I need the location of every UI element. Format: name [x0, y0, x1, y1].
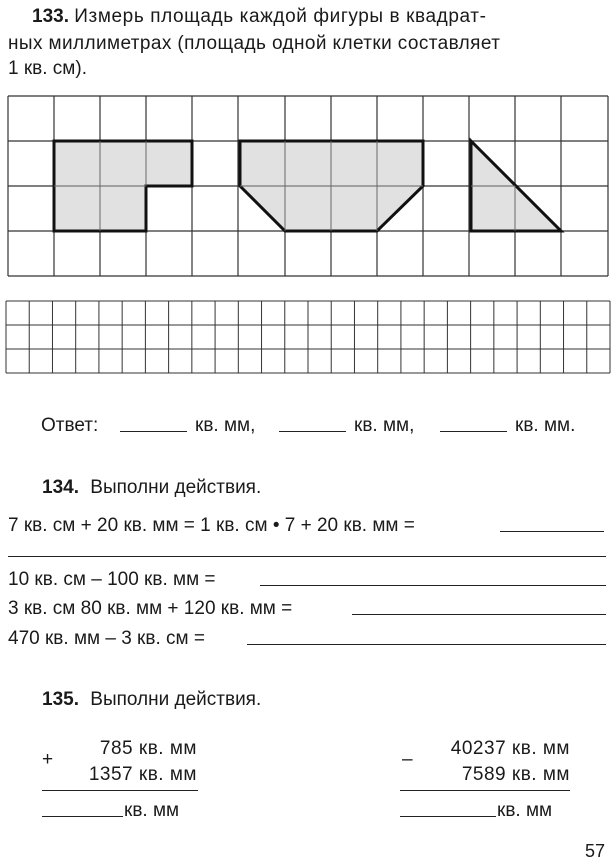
right-result-unit: кв. мм [497, 800, 553, 821]
measurement-grid [0, 92, 616, 282]
answer-blank-134-3[interactable] [352, 614, 606, 615]
task-title: Выполни действия. [90, 477, 262, 498]
left-sum-bar [42, 790, 198, 791]
task-134-line2: 10 кв. см – 100 кв. мм = [8, 569, 216, 590]
task-text: Измерь площадь каждой фигуры в квадрат- [74, 6, 487, 27]
left-result-unit: кв. мм [124, 800, 180, 821]
left-result-blank[interactable] [42, 816, 123, 817]
task-134-line3: 3 кв. см 80 кв. мм + 120 кв. мм = [8, 598, 293, 619]
left-bottom-operand: 1357 кв. мм [88, 764, 197, 785]
task-135-heading [42, 689, 261, 711]
answer-blank-134-4[interactable] [247, 644, 606, 645]
right-bottom-operand: 7589 кв. мм [461, 764, 570, 785]
task-number: 134. [42, 477, 79, 498]
answer-blank-3[interactable] [440, 431, 507, 432]
right-result-blank[interactable] [400, 816, 496, 817]
task-133-line1 [32, 6, 487, 28]
task-number: 133. [32, 6, 69, 27]
task-134-line4: 470 кв. мм – 3 кв. см = [8, 628, 205, 649]
right-top-operand: 40237 кв. мм [450, 738, 570, 759]
right-diff-bar [400, 790, 570, 791]
answer-blank-134-2[interactable] [260, 585, 606, 586]
unit-label-3: кв. мм. [515, 415, 576, 436]
task-134-line1: 7 кв. см + 20 кв. мм = 1 кв. см • 7 + 20 кв. мм = [8, 515, 415, 536]
right-operation-sign: – [402, 749, 413, 770]
task-title: Выполни действия. [90, 689, 262, 710]
answer-blank-1[interactable] [120, 431, 187, 432]
task-number: 135. [42, 689, 79, 710]
left-top-operand: 785 кв. мм [99, 738, 197, 759]
page-number: 57 [585, 841, 606, 861]
task-133-line3: 1 кв. см). [8, 58, 87, 79]
task-134-heading [42, 477, 261, 499]
unit-label-1: кв. мм, [195, 415, 256, 436]
answer-blank-134-1b[interactable] [8, 556, 606, 557]
answer-label: Ответ: [41, 415, 99, 436]
answer-grid [0, 296, 616, 380]
answer-blank-2[interactable] [279, 431, 346, 432]
answer-blank-134-1[interactable] [500, 531, 604, 532]
task-133-line2: ных миллиметрах (площадь одной клетки составляет [8, 33, 501, 54]
unit-label-2: кв. мм, [354, 415, 415, 436]
left-operation-sign: + [42, 749, 54, 770]
